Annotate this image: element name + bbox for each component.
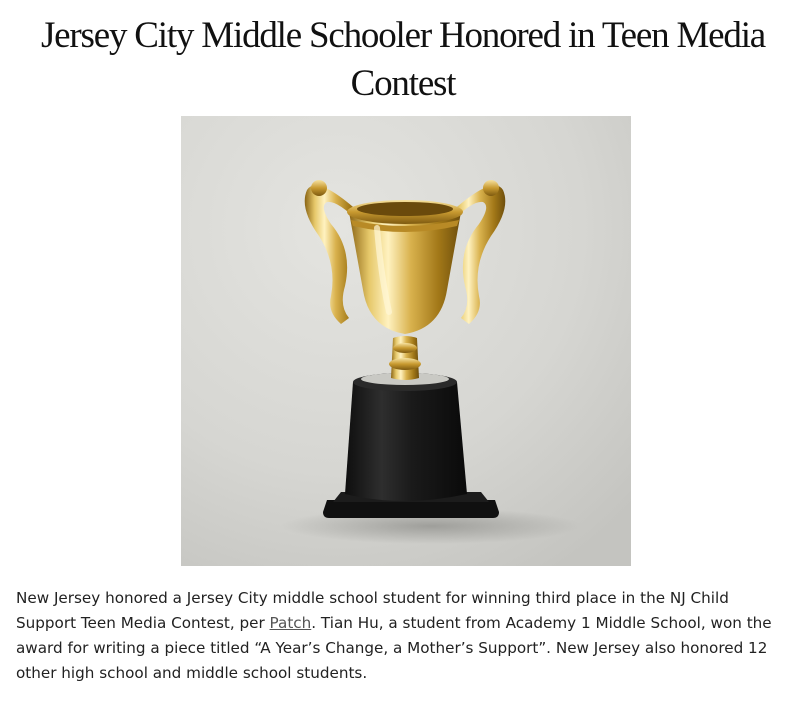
article-body-text-continued: . Tian Hu, a student from Academy 1 Middle School, won the award for writing a piece titled “A Year’s Change, a Mother’s Support”. New Jersey also honored 12 other high school and middle school students. xyxy=(16,614,772,682)
article-hero-image xyxy=(181,116,631,566)
article-body-text: New Jersey honored a Jersey City middle school student for winning third place in the NJ Child Support Teen Media Contest, per xyxy=(16,589,729,632)
article-title: Jersey City Middle Schooler Honored in Teen Media Contest xyxy=(40,15,766,104)
article-body xyxy=(16,586,786,686)
patch-source-link[interactable]: Patch xyxy=(269,614,312,632)
trophy-icon xyxy=(181,116,631,566)
